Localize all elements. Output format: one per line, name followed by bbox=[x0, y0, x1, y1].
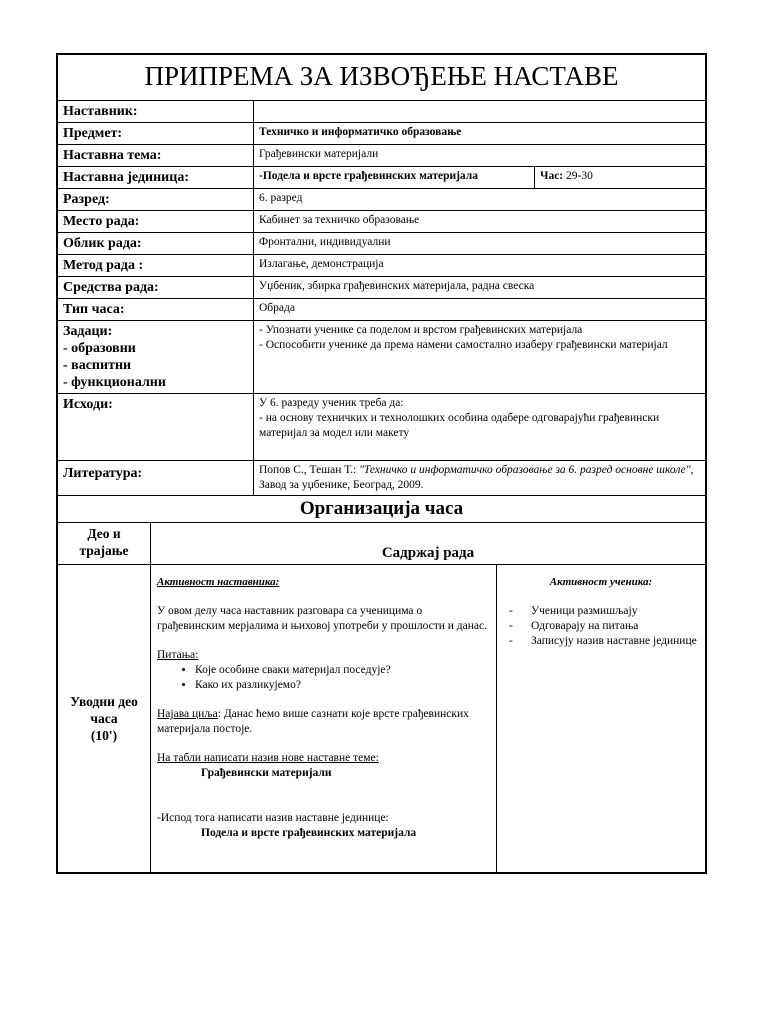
row-label: Разред: bbox=[58, 189, 254, 211]
goal-text: : Данас ћемо више сазнати које врсте грађевинских материјала постоје. bbox=[157, 708, 469, 735]
lesson-part bbox=[58, 565, 151, 873]
row-label: Метод рада : bbox=[58, 255, 254, 277]
student-activity-item: - Записују назив наставне јединице bbox=[531, 634, 699, 649]
row-label: Наставник: bbox=[58, 101, 254, 123]
content-header: Садржај рада bbox=[151, 523, 706, 565]
tasks-value-line: - Оспособити ученике да према намени самостално изаберу грађевински материјал bbox=[259, 339, 668, 351]
tasks-value bbox=[254, 321, 706, 394]
literature-book: "Техничко и информатичко образовање за 6. разред основне школе" bbox=[359, 464, 691, 476]
student-activity-title: Активност ученика: bbox=[549, 576, 653, 588]
lesson-number-value: 29-30 bbox=[566, 170, 593, 182]
row-grade bbox=[58, 189, 706, 211]
row-literature bbox=[58, 461, 706, 496]
goal-label: Најава циља bbox=[157, 708, 218, 720]
student-activity-item: - Ученици размишљају bbox=[531, 604, 699, 619]
board-topic: Грађевински материјали bbox=[201, 767, 332, 779]
document-title: ПРИПРЕМА ЗА ИЗВОЂЕЊЕ НАСТАВЕ bbox=[58, 55, 706, 101]
row-value: Кабинет за техничко образовање bbox=[254, 211, 706, 233]
outcomes-value-line: - на основу техничких и технолошких особина одабере одговарајући грађевински материјал за модел или макету bbox=[259, 412, 660, 439]
lesson-part-name: Уводни део часа bbox=[70, 694, 138, 726]
student-activity bbox=[497, 565, 706, 873]
row-label: Тип часа: bbox=[58, 299, 254, 321]
lesson-number-cell bbox=[535, 167, 706, 189]
questions-label: Питања: bbox=[157, 649, 199, 661]
row-value bbox=[254, 101, 706, 123]
row-value: Обрада bbox=[254, 299, 706, 321]
board-unit: Подела и врсте грађевинских материјала bbox=[201, 827, 417, 839]
row-label: Наставна тема: bbox=[58, 145, 254, 167]
lesson-number-label: Час: bbox=[540, 170, 564, 182]
row-topic bbox=[58, 145, 706, 167]
teacher-activity-title: Активност наставника: bbox=[157, 576, 280, 588]
literature-value bbox=[254, 461, 706, 496]
row-value: -Подела и врсте грађевинских материјала bbox=[254, 167, 535, 189]
row-tasks bbox=[58, 321, 706, 394]
organization-table bbox=[57, 522, 706, 873]
row-teacher bbox=[58, 101, 706, 123]
tasks-label-line: Задаци: bbox=[63, 324, 113, 339]
questions-list bbox=[157, 663, 490, 693]
literature-label: Литература: bbox=[58, 461, 254, 496]
tasks-label-line: - васпитни bbox=[63, 358, 132, 373]
literature-publisher: , Завод за уџбенике, Београд, 2009. bbox=[259, 464, 694, 491]
outcomes-value bbox=[254, 394, 706, 461]
row-label: Предмет: bbox=[58, 123, 254, 145]
tasks-label-line: - образовни bbox=[63, 341, 136, 356]
row-unit bbox=[58, 167, 706, 189]
student-activity-list bbox=[503, 604, 699, 649]
tasks-label bbox=[58, 321, 254, 394]
header-table bbox=[57, 54, 706, 523]
tasks-value-line: - Упознати ученике са поделом и врстом грађевинских материјала bbox=[259, 324, 583, 336]
row-outcomes bbox=[58, 394, 706, 461]
row-resources bbox=[58, 277, 706, 299]
row-label: Место рада: bbox=[58, 211, 254, 233]
row-work-form bbox=[58, 233, 706, 255]
organization-title: Организација часа bbox=[58, 496, 706, 523]
board-label: На табли написати назив нове наставне теме: bbox=[157, 752, 379, 764]
outcomes-label: Исходи: bbox=[58, 394, 254, 461]
row-method bbox=[58, 255, 706, 277]
tasks-label-line: - функционални bbox=[63, 375, 166, 390]
part-duration-header: Део и трајање bbox=[58, 523, 151, 565]
question-item: • Које особине сваки материјал поседује? bbox=[195, 663, 490, 678]
row-value: Излагање, демонстрација bbox=[254, 255, 706, 277]
row-value: Грађевински материјали bbox=[254, 145, 706, 167]
row-place bbox=[58, 211, 706, 233]
lesson-plan-sheet bbox=[56, 53, 707, 874]
row-value: Фронтални, индивидуални bbox=[254, 233, 706, 255]
row-label: Облик рада: bbox=[58, 233, 254, 255]
goal-paragraph bbox=[157, 707, 490, 737]
row-label: Наставна јединица: bbox=[58, 167, 254, 189]
student-activity-item: - Одговарају на питања bbox=[531, 619, 699, 634]
row-lesson-type bbox=[58, 299, 706, 321]
teacher-intro: У овом делу часа наставник разговара са ученицима о грађевинским мерјалима и њиховој употреби у прошлости и данас. bbox=[157, 605, 487, 632]
row-label: Средства рада: bbox=[58, 277, 254, 299]
outcomes-value-line: У 6. разреду ученик треба да: bbox=[259, 397, 404, 409]
literature-authors: Попов С., Тешан Т.: bbox=[259, 464, 360, 476]
question-item: • Како их разликујемо? bbox=[195, 678, 490, 693]
row-value: Уџбеник, збирка грађевинских материјала, радна свеска bbox=[254, 277, 706, 299]
row-value: 6. разред bbox=[254, 189, 706, 211]
teacher-activity bbox=[151, 565, 497, 873]
lesson-part-time: (10') bbox=[90, 728, 118, 743]
row-subject bbox=[58, 123, 706, 145]
row-value: Техничко и информатичко образовање bbox=[254, 123, 706, 145]
unit-note: -Испод тога написати назив наставне јединице: bbox=[157, 812, 389, 824]
